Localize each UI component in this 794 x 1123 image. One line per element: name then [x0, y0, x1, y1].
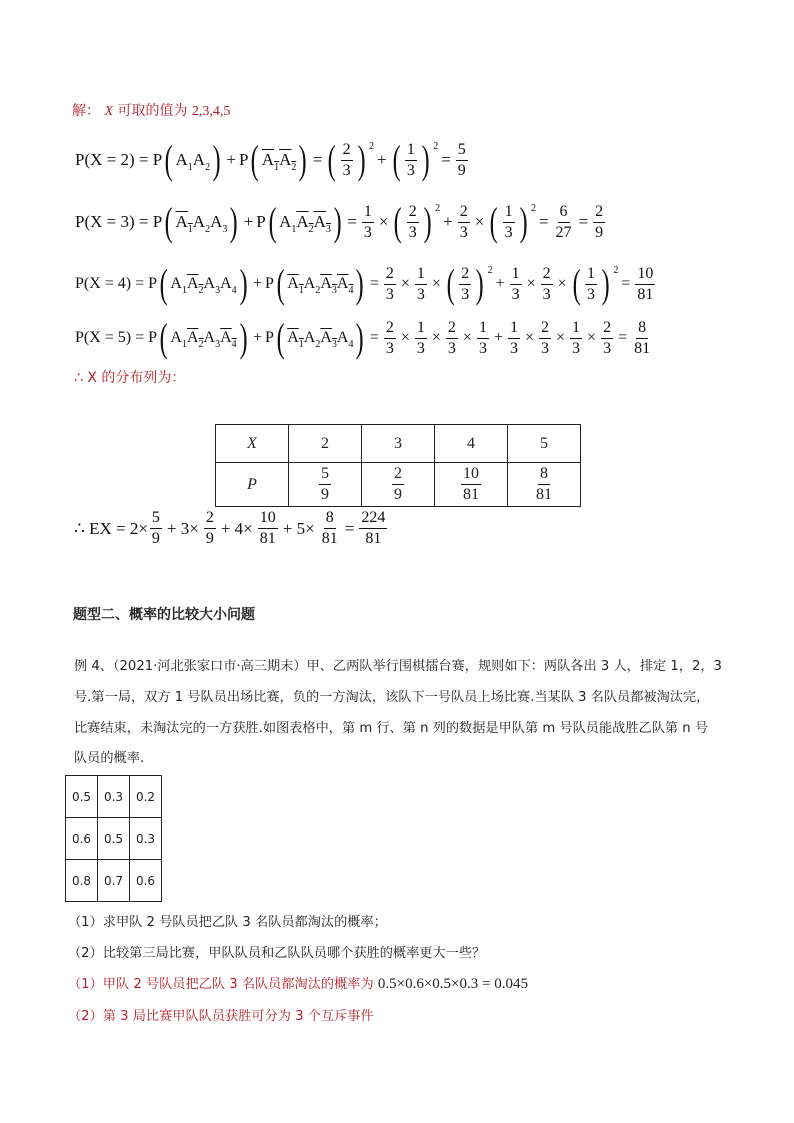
table-cell: 0.5 — [66, 776, 98, 818]
table-cell: P — [216, 463, 289, 507]
intro-label: 解： — [72, 103, 100, 119]
table-cell: 0.6 — [66, 818, 98, 860]
example-line-2: 号.第一局，双方 1 号队员出场比赛，负的一方淘汰，该队下一号队员上场比赛.当某队 3 名队员都被淘汰完， — [74, 690, 710, 705]
equation-x2: P(X = 2) = P ( $A_1A_2$ ) + P ( $A_1A_2$ ) = ( $\frac{2}{3}$ ) 2 + ( $\frac{1}{3}$ ) 2 = $\frac{5}{9}$ — [75, 137, 466, 182]
table-cell: 2 — [289, 425, 362, 463]
answer-1-expression: 0.5×0.6×0.5×0.3 = 0.045 — [377, 976, 528, 992]
table-cell: $\frac{10}{81}$ — [435, 463, 508, 507]
expectation-equation: ∴ EX = 2× $\frac{5}{9}$ + 3× $\frac{2}{9}$ + 4× $\frac{10}{81}$ + 5× $\frac{8}{81}$ = $\frac{224}{81}$ — [74, 509, 386, 547]
answer-1 — [68, 973, 528, 993]
example-line-3: 比赛结束，未淘汰完的一方获胜.如图表格中，第 m 行、第 n 列的数据是甲队第 m 号队员能战胜乙队第 n 号 — [74, 721, 709, 736]
answer-1-text: （1）甲队 2 号队员把乙队 3 名队员都淘汰的概率为 — [68, 977, 374, 992]
distribution-table — [215, 424, 581, 507]
section-title: 题型二、概率的比较大小问题 — [73, 607, 255, 623]
question-1: （1）求甲队 2 号队员把乙队 3 名队员都淘汰的概率； — [68, 915, 387, 930]
intro-text: 可取的值为 — [117, 103, 188, 119]
equation-x5: P(X = 5) = P ( $A_1A_2A_3A_4$ ) + P ( $A_1A_2A_3A_4$ ) = $\frac{2}{3}$ × $\frac{1}{3}$ × $\frac{2}{3}$ × $\frac{1}{3}$ + $\frac{1}{3}$ × $\frac{2}{3}$ × $\frac{1}{3}$ × $\frac{2}{3}$ = $\frac{8}{81}$ — [75, 315, 651, 360]
table-cell: $\frac{5}{9}$ — [289, 463, 362, 507]
example-line-4: 队员的概率. — [74, 751, 145, 766]
table-cell: 5 — [508, 425, 581, 463]
table-cell: 0.7 — [98, 860, 130, 902]
answer-2: （2）第 3 局比赛甲队队员获胜可分为 3 个互斥事件 — [68, 1009, 374, 1024]
table-cell: 0.6 — [130, 860, 162, 902]
table-cell: 0.3 — [98, 776, 130, 818]
probability-table — [65, 775, 162, 902]
table-cell: 0.5 — [98, 818, 130, 860]
table-cell: $\frac{2}{9}$ — [362, 463, 435, 507]
table-cell: 0.3 — [130, 818, 162, 860]
table-cell: 0.8 — [66, 860, 98, 902]
table-cell: X — [216, 425, 289, 463]
equation-x3: P(X = 3) = P ( $A_1A_2A_3$ ) + P ( $A_1A_2A_3$ ) = $\frac{1}{3}$ × ( $\frac{2}{3}$ ) 2 + $\frac{2}{3}$ × ( $\frac{1}{3}$ ) 2 = $\frac{6}{27}$ = $\frac{2}{9}$ — [75, 199, 604, 244]
table-cell: 0.2 — [130, 776, 162, 818]
intro-var: X — [104, 104, 114, 119]
example-line-1: 例 4、（2021·河北张家口市·高三期末）甲、乙两队举行围棋擂台赛，规则如下：两队各出 3 人，排定 1，2，3 — [74, 659, 722, 674]
question-2: （2）比较第三局比赛，甲队队员和乙队队员哪个获胜的概率更大一些？ — [68, 946, 486, 961]
distribution-label: ∴ X 的分布列为： — [74, 370, 186, 386]
equation-x4: P(X = 4) = P ( $A_1A_2A_3A_4$ ) + P ( $A_1A_2A_3A_4$ ) = $\frac{2}{3}$ × $\frac{1}{3}$ × ( $\frac{2}{3}$ ) 2 + $\frac{1}{3}$ × $\frac{2}{3}$ × ( $\frac{1}{3}$ ) 2 = $\frac{10}{81}$ — [75, 261, 654, 306]
table-cell: 3 — [362, 425, 435, 463]
solution-intro — [72, 100, 230, 120]
intro-values: 2,3,4,5 — [191, 104, 231, 119]
table-cell: $\frac{8}{81}$ — [508, 463, 581, 507]
table-cell: 4 — [435, 425, 508, 463]
